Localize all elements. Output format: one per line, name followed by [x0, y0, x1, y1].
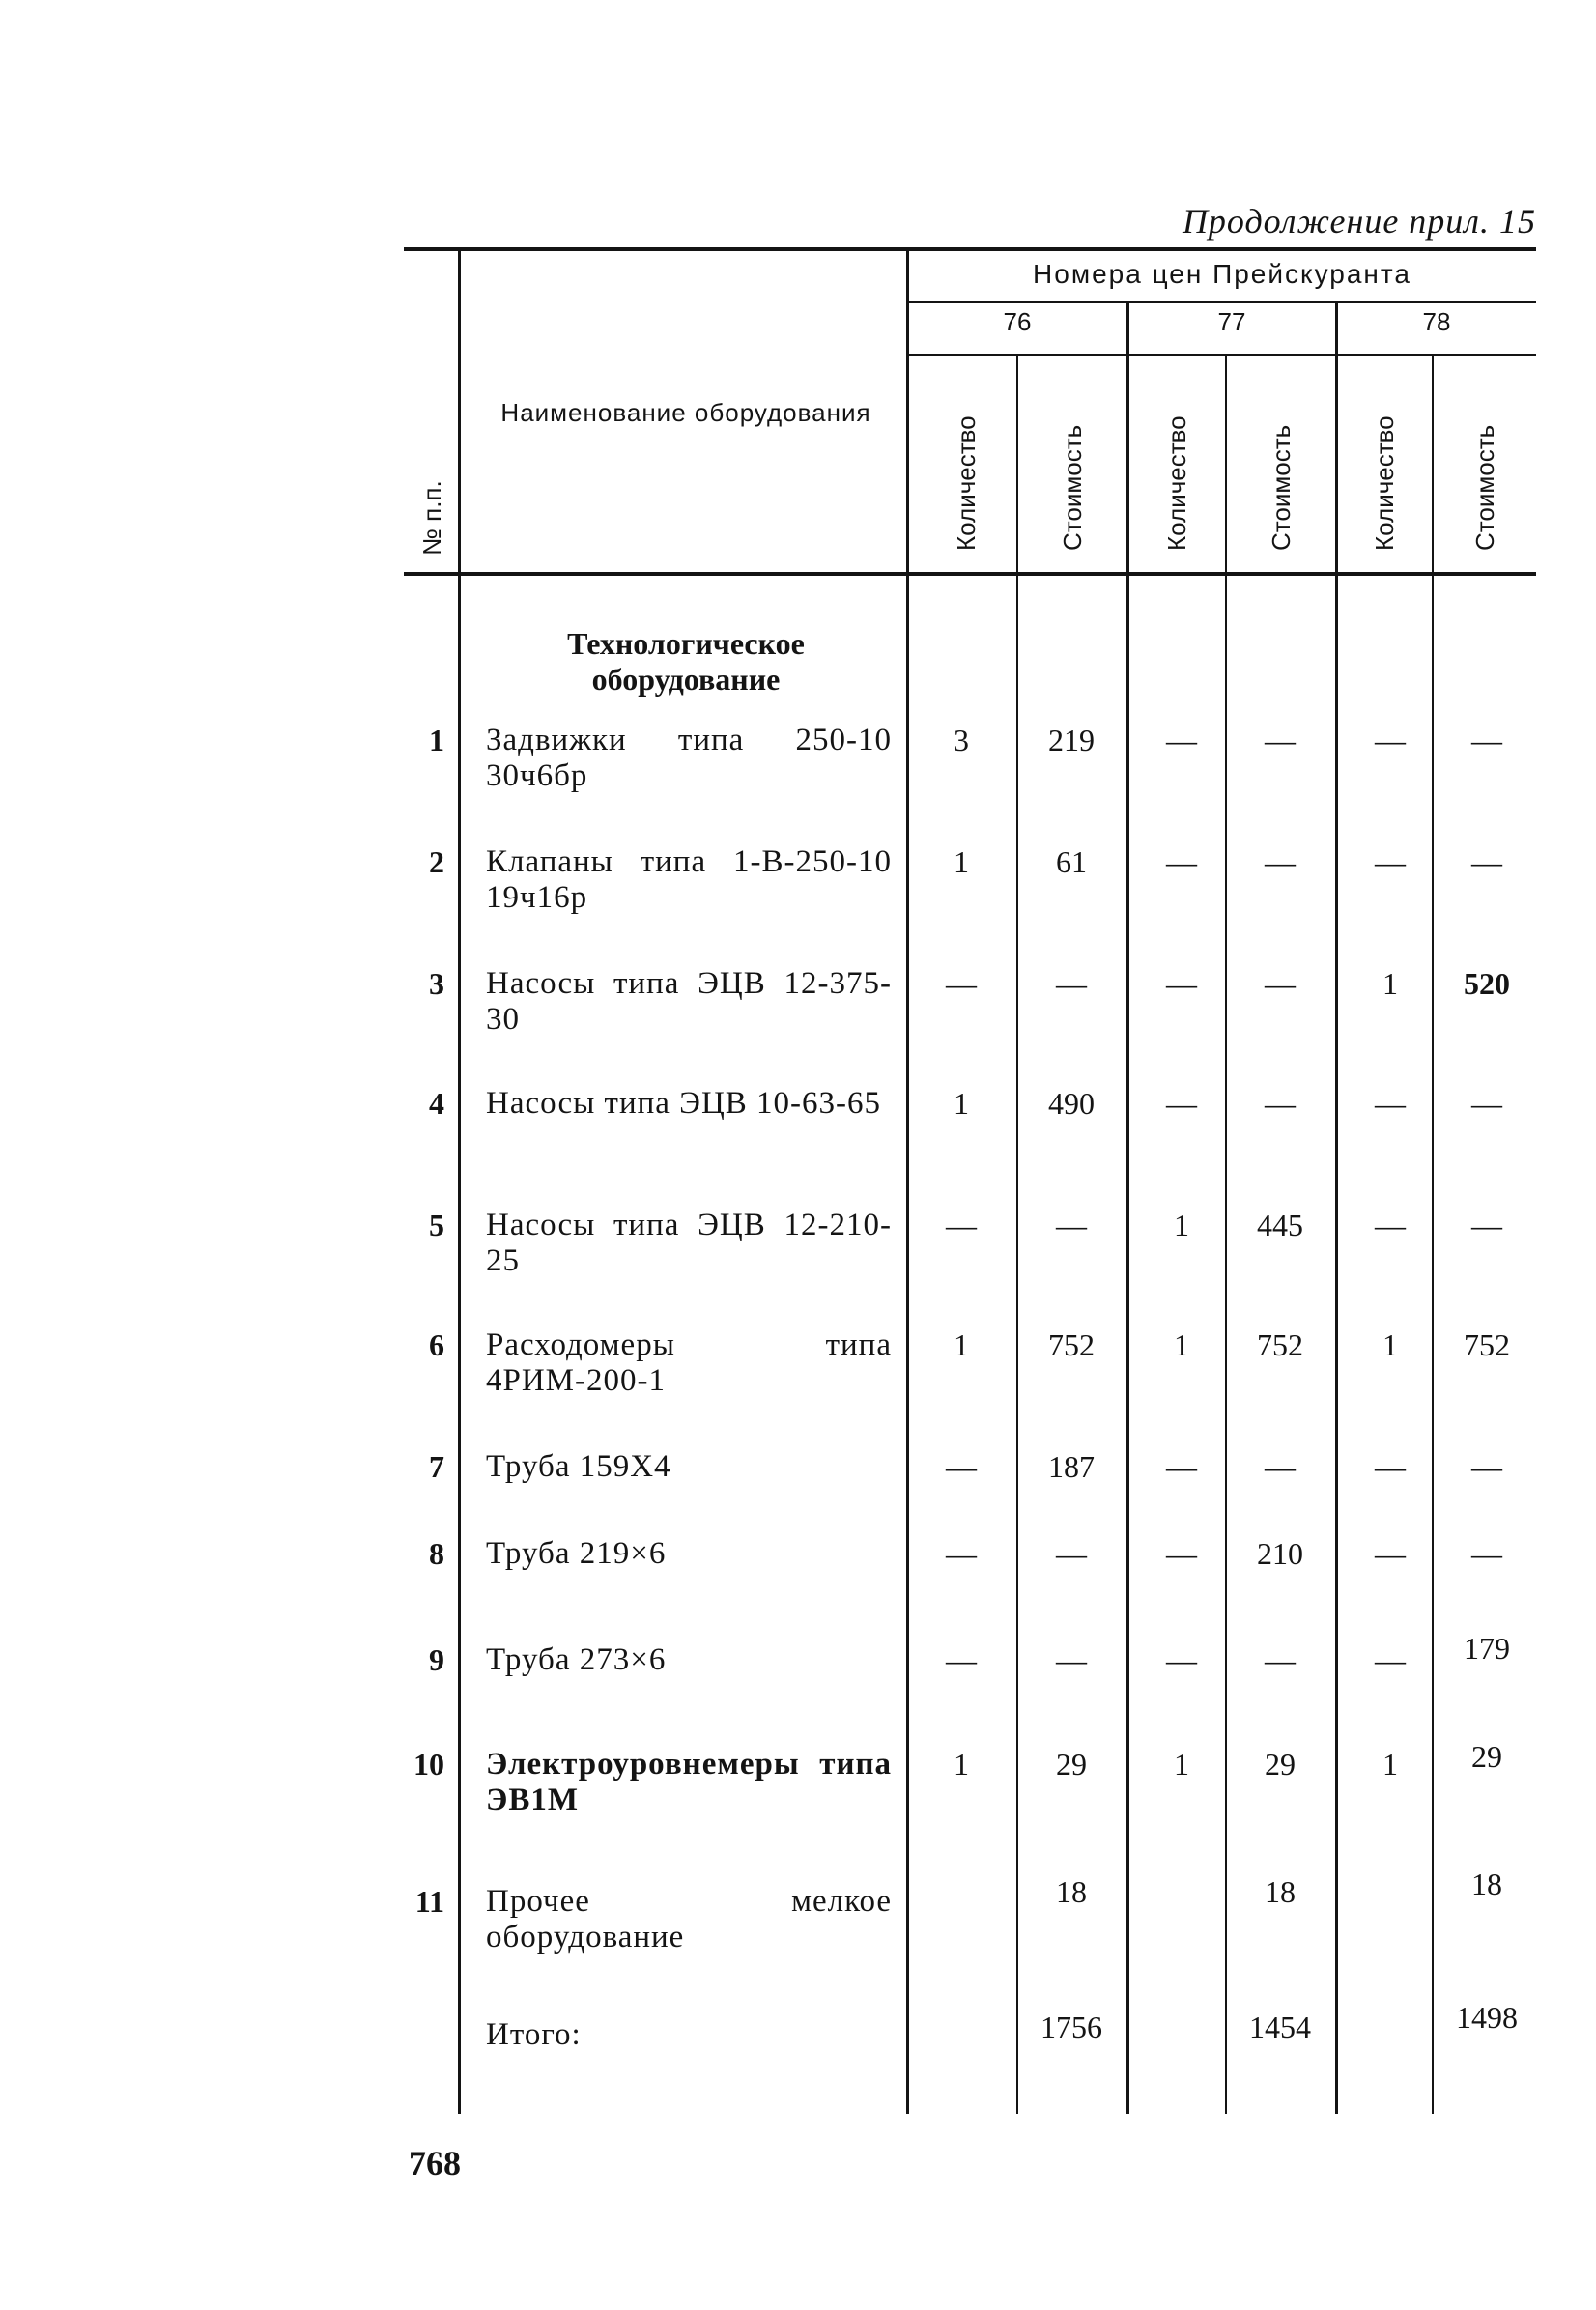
cost-78: —: [1471, 1449, 1502, 1484]
row-index: 3: [429, 966, 444, 1001]
cost-77: —: [1265, 966, 1296, 1001]
page-heading: Продолжение прил. 15: [1182, 202, 1536, 241]
total-cost-78: 1498: [1456, 2000, 1518, 2035]
qty-76: —: [946, 1449, 977, 1484]
row-name: Электроуровнемеры типа ЭВ1М: [486, 1747, 892, 1817]
row-name: Клапаны типа 1-В-250-10 19ч16р: [486, 844, 892, 915]
cost-77: 445: [1257, 1208, 1303, 1242]
qty-76: 1: [954, 1327, 969, 1362]
row-name: Насосы типа ЭЦВ 10-63-65: [486, 1086, 882, 1121]
cost-header-78: Стоимость: [1470, 424, 1499, 551]
qty-77: —: [1166, 1536, 1197, 1571]
cost-78: —: [1471, 1536, 1502, 1571]
cost-77: 752: [1257, 1327, 1303, 1362]
cost-76: —: [1056, 1536, 1087, 1571]
price-number-76: 76: [1003, 307, 1032, 336]
qty-76: —: [946, 1208, 977, 1242]
name-column-header: Наименование оборудования: [500, 398, 871, 427]
cost-76: 752: [1048, 1327, 1095, 1362]
qty-78: —: [1375, 1536, 1406, 1571]
cost-78: —: [1471, 1086, 1502, 1121]
qty-77: 1: [1174, 1327, 1189, 1362]
row-name: Насосы типа ЭЦВ 12-375-30: [486, 966, 892, 1037]
page-number: 768: [409, 2144, 461, 2182]
qty-78: —: [1375, 1086, 1406, 1121]
row-index: 11: [414, 1884, 444, 1919]
qty-78: —: [1375, 1449, 1406, 1484]
cost-78: 29: [1471, 1739, 1502, 1774]
total-label: Итого:: [486, 2017, 582, 2052]
col-line-index: [458, 249, 461, 2114]
qty-78: 1: [1382, 966, 1398, 1001]
row-index: 10: [413, 1747, 444, 1782]
header-bottom-rule: [404, 572, 1536, 576]
qty-76: 1: [954, 844, 969, 879]
cost-76: 219: [1048, 723, 1095, 757]
cost-76: 61: [1056, 844, 1087, 879]
qty-header-78: Количество: [1370, 415, 1399, 551]
total-cost-76: 1756: [1040, 2010, 1102, 2044]
price-number-77: 77: [1217, 307, 1246, 336]
row-name: Труба 159Х4: [486, 1449, 671, 1484]
cost-78: 520: [1464, 966, 1510, 1001]
qty-77: —: [1166, 1086, 1197, 1121]
group-header-rule: [908, 301, 1536, 303]
row-index: 1: [429, 723, 444, 757]
cost-77: —: [1265, 844, 1296, 879]
row-index: 5: [429, 1208, 444, 1242]
cost-76: 187: [1048, 1449, 1095, 1484]
cost-78: —: [1471, 1208, 1502, 1242]
qty-77: —: [1166, 844, 1197, 879]
qty-78: 1: [1382, 1327, 1398, 1362]
cost-76: 29: [1056, 1747, 1087, 1782]
qty-78: —: [1375, 1208, 1406, 1242]
qty-header-76: Количество: [952, 415, 981, 551]
cost-78: —: [1471, 723, 1502, 757]
row-index: 7: [429, 1449, 444, 1484]
row-index: 9: [429, 1642, 444, 1677]
cost-77: —: [1265, 1642, 1296, 1677]
cost-78: 18: [1471, 1867, 1502, 1901]
table-top-rule: [404, 247, 1536, 251]
cost-76: —: [1056, 1208, 1087, 1242]
row-name: Труба 273×6: [486, 1642, 667, 1677]
qty-78: —: [1375, 723, 1406, 757]
row-index: 6: [429, 1327, 444, 1362]
cost-77: 210: [1257, 1536, 1303, 1571]
qty-77: —: [1166, 723, 1197, 757]
row-index: 2: [429, 844, 444, 879]
cost-76: —: [1056, 1642, 1087, 1677]
row-name: Насосы типа ЭЦВ 12-210-25: [486, 1208, 892, 1278]
cost-77: —: [1265, 1449, 1296, 1484]
qty-77: —: [1166, 966, 1197, 1001]
row-name: Труба 219×6: [486, 1536, 667, 1571]
section-title: Технологическое оборудование: [567, 626, 805, 697]
qty-77: —: [1166, 1642, 1197, 1677]
qty-77: —: [1166, 1449, 1197, 1484]
cost-77: —: [1265, 723, 1296, 757]
qty-76: —: [946, 1536, 977, 1571]
cost-76: —: [1056, 966, 1087, 1001]
qty-76: 1: [954, 1086, 969, 1121]
cost-77: —: [1265, 1086, 1296, 1121]
cost-77: 29: [1265, 1747, 1296, 1782]
row-index: 8: [429, 1536, 444, 1571]
cost-78: 179: [1464, 1631, 1510, 1666]
cost-78: —: [1471, 844, 1502, 879]
cost-77: 18: [1265, 1874, 1296, 1909]
cost-76: 18: [1056, 1874, 1087, 1909]
row-name: Расходомеры типа 4РИМ-200-1: [486, 1327, 892, 1398]
qty-78: —: [1375, 844, 1406, 879]
price-group-header: Номера цен Прейскуранта: [1033, 259, 1411, 289]
qty-78: 1: [1382, 1747, 1398, 1782]
qty-header-77: Количество: [1162, 415, 1191, 551]
row-name: Прочее мелкое оборудование: [486, 1884, 892, 1954]
cost-header-76: Стоимость: [1058, 424, 1087, 551]
cost-header-77: Стоимость: [1267, 424, 1296, 551]
qty-76: —: [946, 1642, 977, 1677]
qty-76: —: [946, 966, 977, 1001]
row-name: Задвижки типа 250-10 30ч6бр: [486, 723, 892, 793]
price-number-78: 78: [1422, 307, 1451, 336]
row-index: 4: [429, 1086, 444, 1121]
qty-76: 1: [954, 1747, 969, 1782]
qty-78: —: [1375, 1642, 1406, 1677]
total-cost-77: 1454: [1249, 2010, 1311, 2044]
index-column-header: № п.п.: [417, 480, 446, 556]
cost-76: 490: [1048, 1086, 1095, 1121]
qty-77: 1: [1174, 1747, 1189, 1782]
cost-78: 752: [1464, 1327, 1510, 1362]
qty-77: 1: [1174, 1208, 1189, 1242]
subgroup-header-rule: [908, 354, 1536, 356]
col-line-name: [906, 249, 909, 2114]
qty-76: 3: [954, 723, 969, 757]
